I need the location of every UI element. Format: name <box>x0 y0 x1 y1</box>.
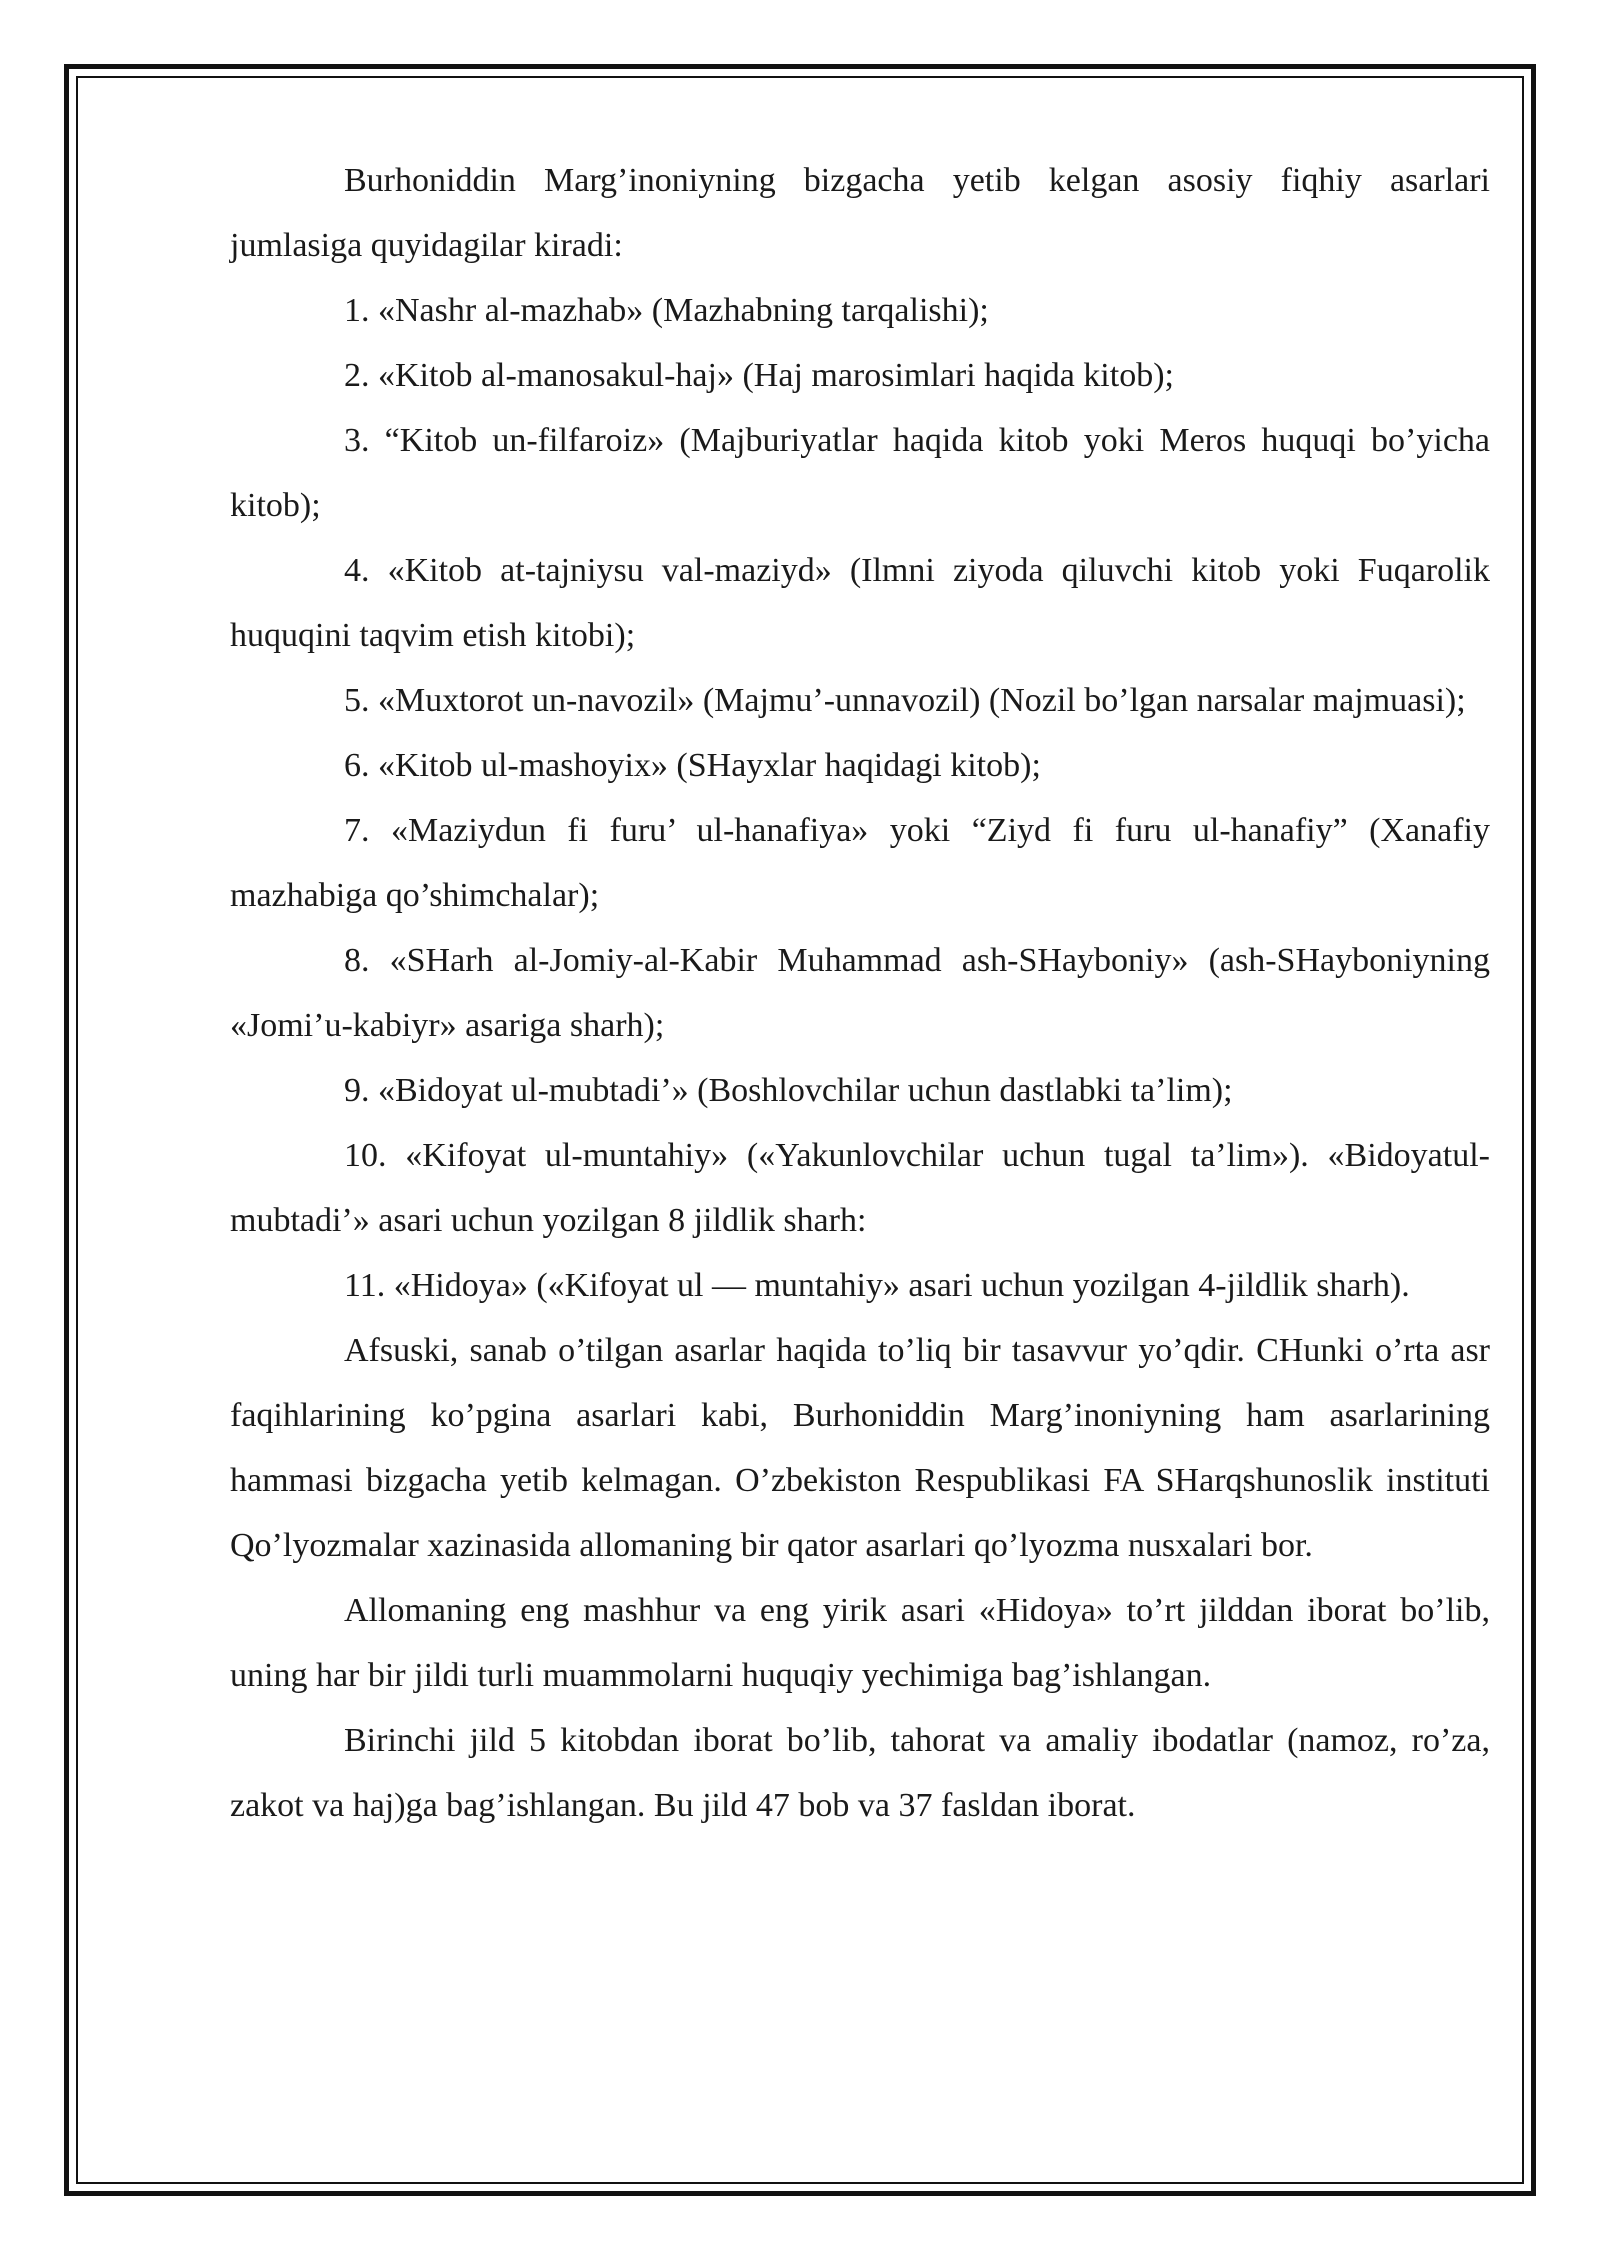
list-item-1: 1. «Nashr al-mazhab» (Mazhabning tarqalishi); <box>344 292 989 329</box>
body-paragraph-afsuski: Afsuski, sanab o’tilgan asarlar haqida to’liq bir tasavvur yo’qdir. CHunki o’rta asr faqihlarining ko’pgina asarlari kabi, Burhoniddin Marg’inoniyning ham asarlarining hammasi bizgacha yetib kelmagan. O’zbekiston Respublikasi FA SHarqshunoslik instituti Qo’lyozmalar xazinasida allomaning bir qator asarlari qo’lyozma nusxalari bor. <box>230 1332 1490 1564</box>
list-item-2: 2. «Kitob al-manosakul-haj» (Haj marosimlari haqida kitob); <box>344 357 1174 394</box>
list-item-4: 4. «Kitob at-tajniysu val-maziyd» (Ilmni ziyoda qiluvchi kitob yoki Fuqarolik huquqini taqvim etish kitobi); <box>230 552 1490 654</box>
list-item-7: 7. «Maziydun fi furu’ ul-hanafiya» yoki “Ziyd fi furu ul-hanafiy” (Xanafiy mazhabiga qo’shimchalar); <box>230 812 1490 914</box>
list-item-11: 11. «Hidoya» («Kifoyat ul — muntahiy» asari uchun yozilgan 4-jildlik sharh). <box>344 1267 1410 1304</box>
intro-paragraph: Burhoniddin Marg’inoniyning bizgacha yetib kelgan asosiy fiqhiy asarlari jumlasiga quyidagilar kiradi: <box>230 162 1490 264</box>
list-item-10: 10. «Kifoyat ul-muntahiy» («Yakunlovchilar uchun tugal ta’lim»). «Bidoyatul-mubtadi’» asari uchun yozilgan 8 jildlik sharh: <box>230 1137 1490 1239</box>
list-item-9: 9. «Bidoyat ul-mubtadi’» (Boshlovchilar uchun dastlabki ta’lim); <box>344 1072 1233 1109</box>
list-item-3: 3. “Kitob un-filfaroiz» (Majburiyatlar haqida kitob yoki Meros huquqi bo’yicha kitob); <box>230 422 1490 524</box>
document-body <box>230 148 1490 1838</box>
list-item-8: 8. «SHarh al-Jomiy-al-Kabir Muhammad ash-SHayboniy» (ash-SHayboniyning «Jomi’u-kabiyr» asariga sharh); <box>230 942 1490 1044</box>
body-paragraph-birinchi-jild: Birinchi jild 5 kitobdan iborat bo’lib, tahorat va amaliy ibodatlar (namoz, ro’za, zakot va haj)ga bag’ishlangan. Bu jild 47 bob va 37 fasldan iborat. <box>230 1722 1490 1824</box>
list-item-6: 6. «Kitob ul-mashoyix» (SHayxlar haqidagi kitob); <box>344 747 1041 784</box>
body-paragraph-hidoya: Allomaning eng mashhur va eng yirik asari «Hidoya» to’rt jilddan iborat bo’lib, uning har bir jildi turli muammolarni huquqiy yechimiga bag’ishlangan. <box>230 1592 1490 1694</box>
list-item-5: 5. «Muxtorot un-navozil» (Majmu’-unnavozil) (Nozil bo’lgan narsalar majmuasi); <box>344 682 1466 719</box>
